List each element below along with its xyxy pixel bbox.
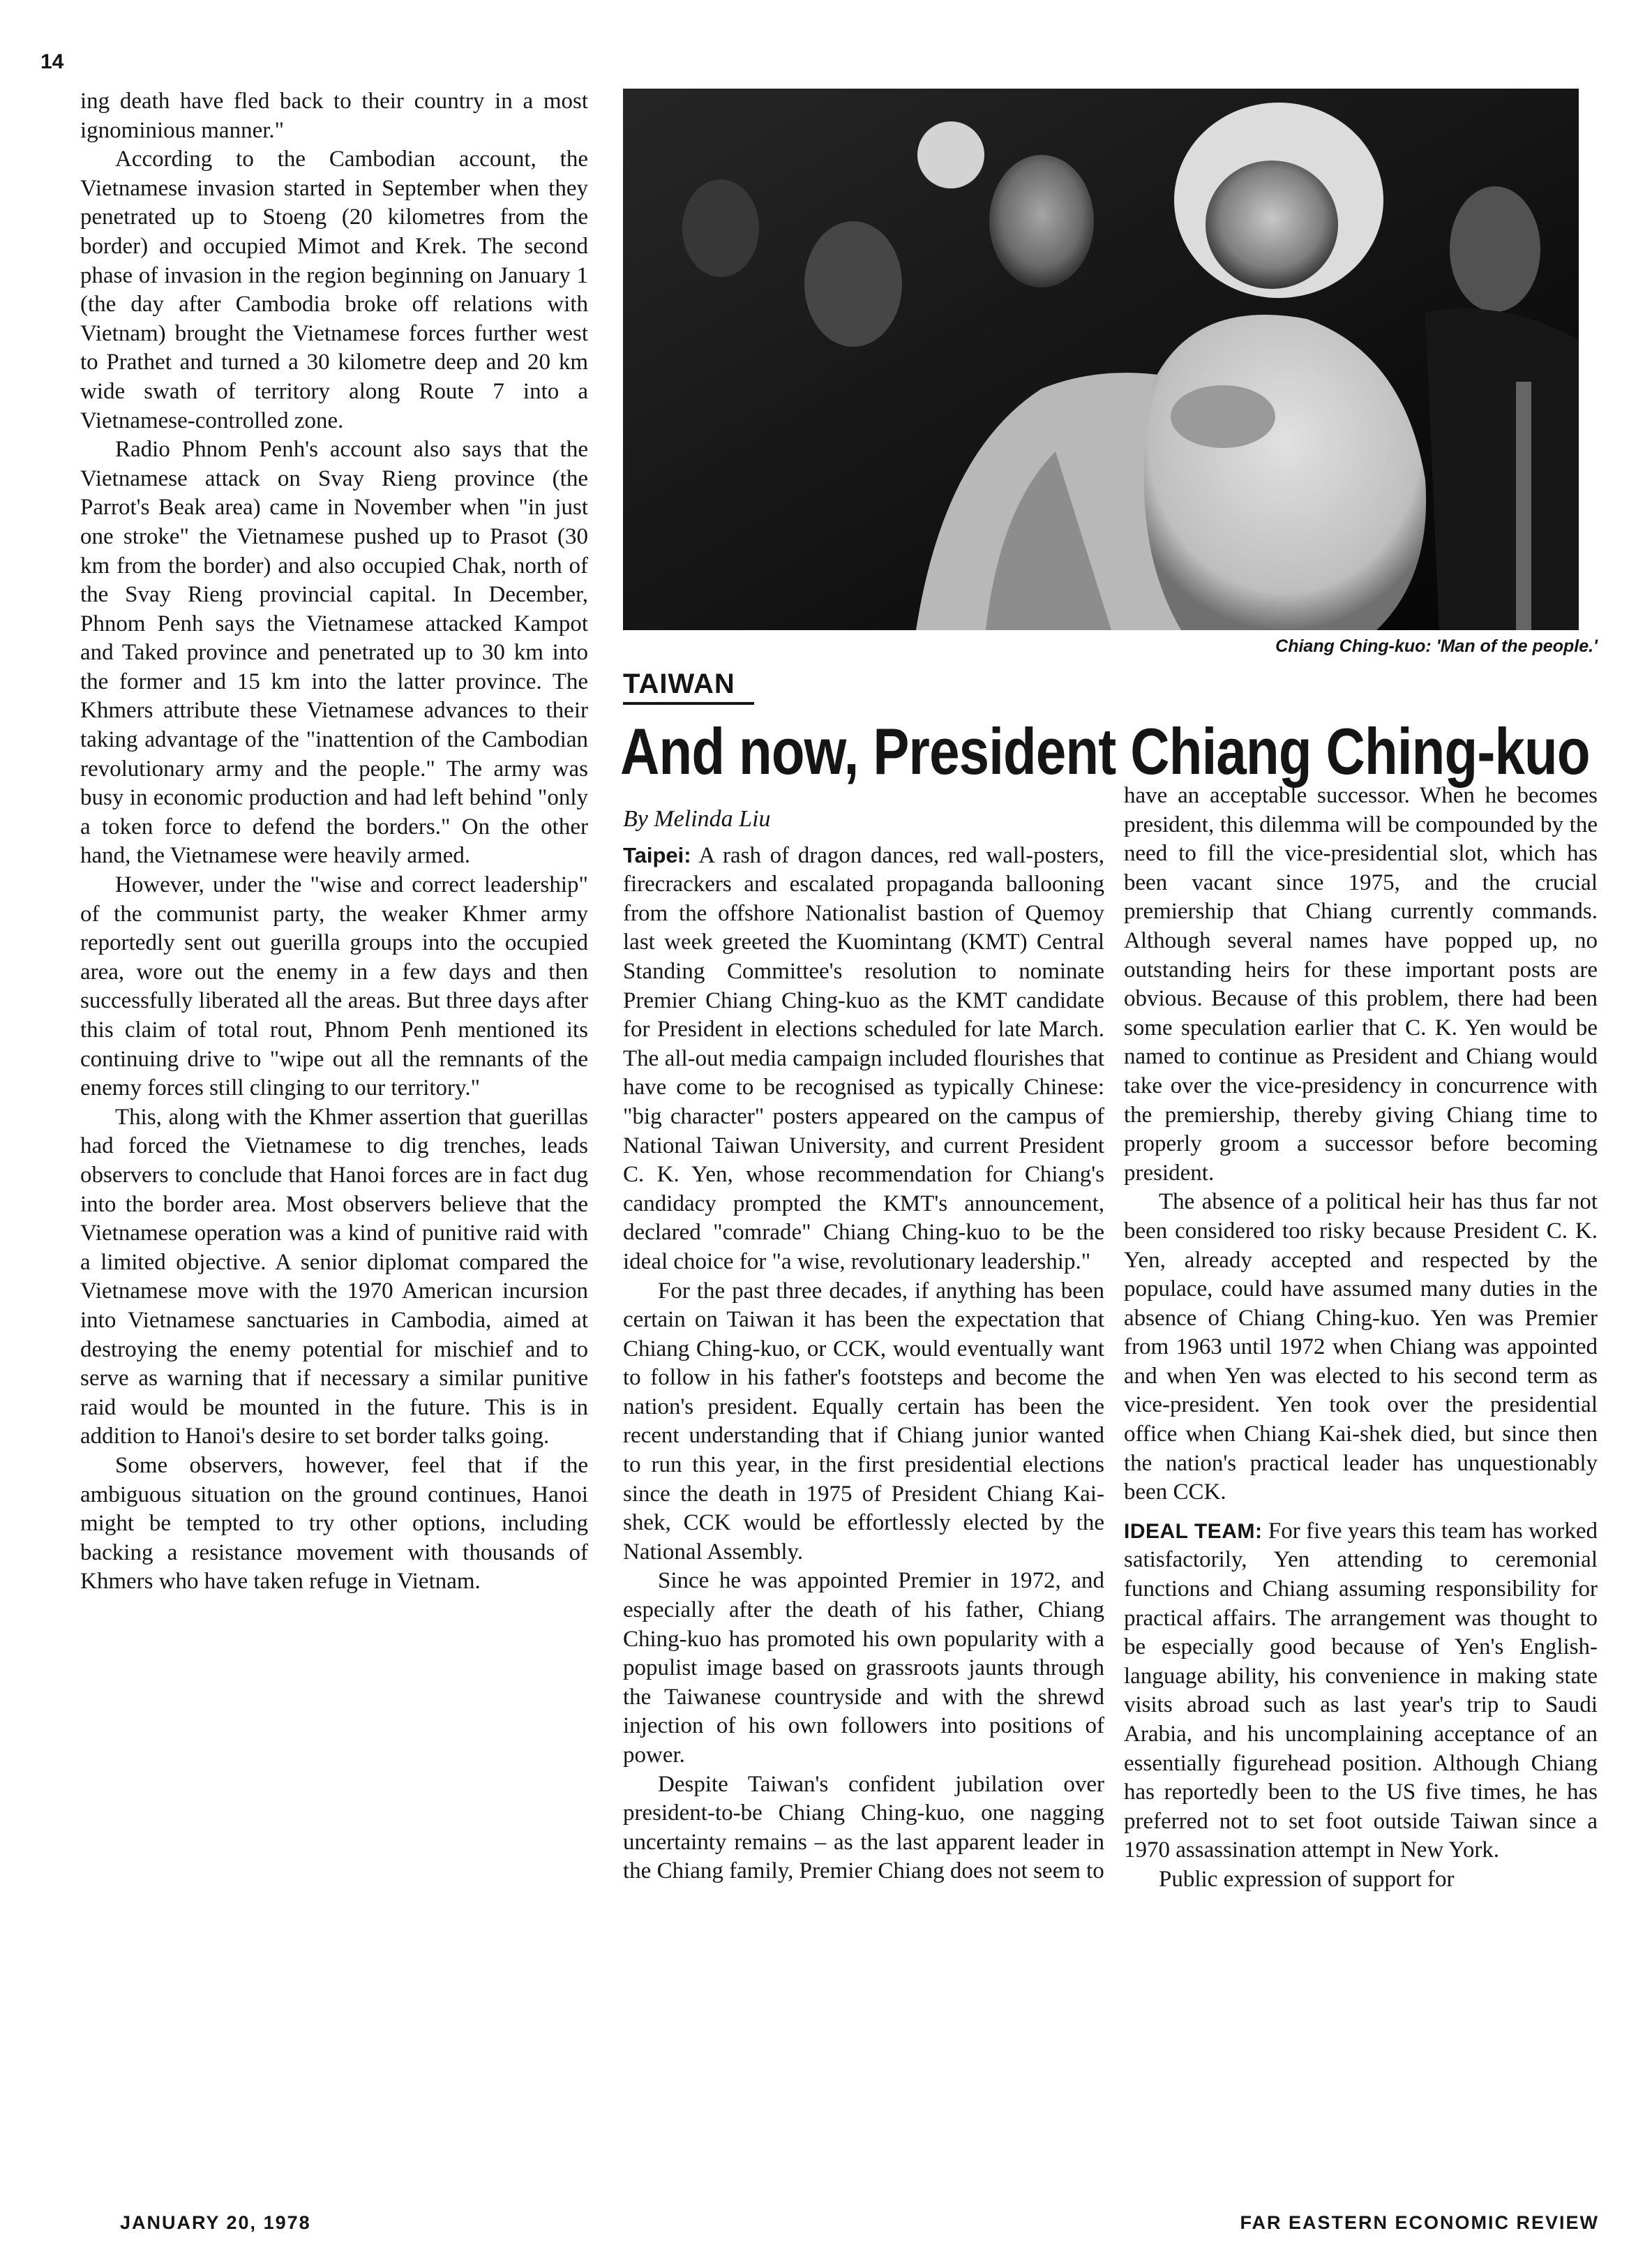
paragraph: The absence of a political heir has thus far not been considered too risky because President C. K. Yen, already accepted and respected by the populace, could have assumed many duties in the absence of Chiang Ching-kuo. Yen was Premier from 1963 until 1972 when Chiang was appointed and when Yen was elected to his second term as vice-president. Yen took over the presidential office when Chiang Kai-shek died, but since then the nation's practical leader has unquestionably been CCK. — [1124, 1189, 1598, 1505]
footer-date: JANUARY 20, 1978 — [120, 2212, 311, 2233]
paragraph: Since he was appointed Premier in 1972, and especially after the death of his father, Chiang Ching-kuo has promoted his own popularity with a populist image based on grassroots jaunts through the Taiwanese countryside and with the shrewd injection of his own followers into positions of power. — [623, 1568, 1104, 1768]
subhead-paragraph — [1124, 1517, 1598, 1865]
paragraph: However, under the "wise and correct leadership" of the communist party, the weaker Khmer army reportedly sent out guerilla groups into the occupied area, wore out the enemy in a few days and then successfully liberated all the areas. But three days after this claim of total rout, Phnom Penh mentioned its continuing drive to "wipe out all the remnants of the enemy forces still clinging to our territory." — [80, 872, 588, 1101]
paragraph: Despite Taiwan's confident jubilation over president-to-be Chiang Ching-kuo, one nagging uncertainty remains – as the last apparent leader in the Chiang family, Premier Chiang does not seem to — [623, 1771, 1104, 1884]
column-right — [1124, 782, 1598, 1895]
photo-illustration — [623, 89, 1579, 630]
paragraph-text: A rash of dragon dances, red wall-posters, firecrackers and escalated propaganda ballooning from the offshore Nationalist bastion of Quemoy last week greeted the Kuomintang (KMT) Central Standing Committee's resolution to nominate Premier Chiang Ching-kuo as the KMT candidate for President in elections scheduled for late March. The all-out media campaign included flourishes that have come to be recognised as typically Chinese: "big character" posters appeared on the campus of National Taiwan University, and current President C. K. Yen, whose recommendation for Chiang's candidacy prompted the KMT's announcement, declared "comrade" Chiang Ching-kuo to be the ideal choice for "a wise, revolutionary leadership." — [623, 842, 1104, 1274]
paragraph: ing death have fled back to their country in a most ignominious manner." — [80, 89, 588, 143]
paragraph: Public expression of support for — [1159, 1866, 1455, 1892]
page-number: 14 — [40, 50, 64, 73]
column-middle — [623, 805, 1104, 1886]
paragraph: For the past three decades, if anything has been certain on Taiwan it has been the expectation that Chiang Ching-kuo, or CCK, would eventually want to follow in his father's footsteps and become the nation's president. Equally certain has been the recent understanding that if Chiang junior wanted to run this year, in the first presidential elections since the death in 1975 of President Chiang Kai-shek, CCK would be effortlessly elected by the National Assembly. — [623, 1278, 1104, 1565]
paragraph: Some observers, however, feel that if the ambiguous situation on the ground continues, Hanoi might be tempted to try other options, including backing a resistance movement with thousands of Khmers who have taken refuge in Vietnam. — [80, 1452, 588, 1595]
lead-paragraph — [623, 841, 1104, 1277]
section-kicker: TAIWAN — [623, 669, 735, 699]
column-left — [80, 87, 588, 1597]
photo-caption: Chiang Ching-kuo: 'Man of the people.' — [1275, 636, 1598, 656]
headline: And now, President Chiang Ching-kuo — [620, 715, 1590, 788]
kicker-underline — [623, 702, 754, 705]
paragraph: Radio Phnom Penh's account also says that the Vietnamese attack on Svay Rieng province (the Parrot's Beak area) came in November when "in just one stroke" the Vietnamese pushed up to Prasot (30 km from the border) and also occupied Chak, north of the Svay Rieng provincial capital. In December, Phnom Penh says the Vietnamese attacked Kampot and Taked province and penetrated up to 30 km into the former and 15 km into the latter province. The Khmers attribute these Vietnamese advances to their taking advantage of the "inattention of the Cambodian revolutionary army and the people." The army was busy in economic production and had left behind "only a token force to defend the borders." On the other hand, the Vietnamese were heavily armed. — [80, 437, 588, 869]
paragraph: This, along with the Khmer assertion that guerillas had forced the Vietnamese to dig trenches, leads observers to conclude that Hanoi forces are in fact dug into the border area. Most observers believe that the Vietnamese operation was a kind of punitive raid with a limited objective. A senior diplomat compared the Vietnamese move with the 1970 American incursion into Vietnamese sanctuaries in Cambodia, aimed at destroying the enemy potential for mischief and to serve as warning that if necessary a similar punitive raid would be mounted in the future. This is in addition to Hanoi's desire to set border talks going. — [80, 1104, 588, 1449]
subhead: IDEAL TEAM: — [1124, 1519, 1263, 1543]
paragraph: According to the Cambodian account, the Vietnamese invasion started in September when they penetrated up to Stoeng (20 kilometres from the border) and occupied Mimot and Krek. The second phase of invasion in the region beginning on January 1 (the day after Cambodia broke off relations with Vietnam) brought the Vietnamese forces further west to Prathet and turned a 30 kilometre deep and 20 km wide swath of territory along Route 7 into a Vietnamese-controlled zone. — [80, 147, 588, 433]
byline: By Melinda Liu — [623, 806, 771, 832]
footer-publication: FAR EASTERN ECONOMIC REVIEW — [1240, 2212, 1599, 2233]
dateline: Taipei: — [623, 842, 691, 867]
news-photo — [623, 89, 1579, 630]
paragraph: have an acceptable successor. When he becomes president, this dilemma will be compounded by the need to fill the vice-presidential slot, which has been vacant since 1975, and the crucial premiership that Chiang currently commands. Although several names have popped up, no outstanding heirs for these important posts are obvious. Because of this problem, there had been some speculation earlier that C. K. Yen would be named to continue as President and Chiang would take over the vice-presidency in concurrence with the premiership, thereby giving Chiang time to properly groom a successor before becoming president. — [1124, 783, 1598, 1186]
paragraph-text: For five years this team has worked satisfactorily, Yen attending to ceremonial functions and Chiang assuming responsibility for practical affairs. The arrangement was thought to be especially good because of Yen's English-language ability, his convenience in making state visits abroad such as last year's trip to Saudi Arabia, and his uncomplaining acceptance of an essentially figurehead position. Although Chiang has reportedly been to the US five times, he has preferred not to set foot outside Taiwan since a 1970 assassination attempt in New York. — [1124, 1518, 1598, 1863]
